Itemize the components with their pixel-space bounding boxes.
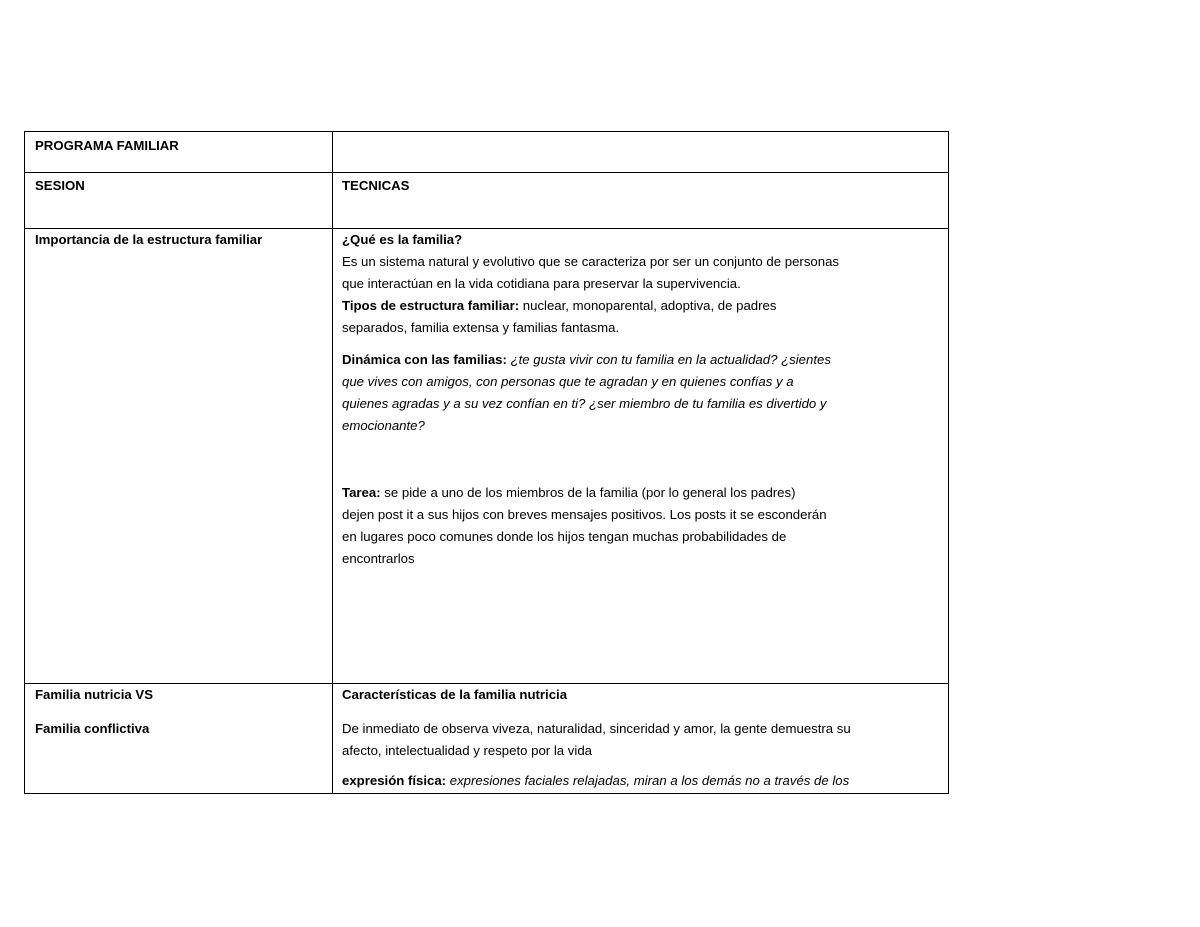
inline-label: expresión física: bbox=[342, 773, 447, 788]
paragraph-line: dejen post it a sus hijos con breves mensajes positivos. Los posts it se esconderán bbox=[342, 507, 827, 522]
techniques-cell bbox=[342, 229, 942, 570]
inline-text: expresiones faciales relajadas, miran a los demás no a través de los bbox=[446, 773, 850, 788]
session-cell: Importancia de la estructura familiar bbox=[35, 232, 263, 247]
paragraph-line: Familia nutricia VS bbox=[35, 687, 153, 702]
paragraph-line bbox=[342, 295, 942, 317]
paragraph-line: quienes agradas y a su vez confían en ti? ¿ser miembro de tu familia es divertido y bbox=[342, 396, 827, 411]
paragraph-line: separados, familia extensa y familias fantasma. bbox=[342, 320, 620, 335]
paragraph-line: Es un sistema natural y evolutivo que se caracteriza por ser un conjunto de personas bbox=[342, 254, 840, 269]
paragraph-line: que vives con amigos, con personas que te agradan y en quienes confías y a bbox=[342, 374, 794, 389]
table-row bbox=[25, 132, 948, 173]
column-divider bbox=[332, 229, 333, 683]
paragraph-line: en lugares poco comunes donde los hijos tengan muchas probabilidades de bbox=[342, 529, 787, 544]
paragraph-line: encontrarlos bbox=[342, 551, 415, 566]
table-row bbox=[25, 173, 948, 229]
inline-text: nuclear, monoparental, adoptiva, de padres bbox=[519, 298, 777, 313]
paragraph-line bbox=[342, 349, 942, 371]
column-divider bbox=[332, 173, 333, 228]
table-row bbox=[25, 684, 948, 794]
techniques-cell bbox=[342, 684, 942, 792]
program-title-cell: PROGRAMA FAMILIAR bbox=[35, 138, 179, 153]
paragraph-line bbox=[342, 482, 942, 504]
paragraph-line: De inmediato de observa viveza, naturalidad, sinceridad y amor, la gente demuestra su bbox=[342, 721, 851, 736]
column-divider bbox=[332, 684, 333, 794]
paragraph-line: afecto, intelectualidad y respeto por la vida bbox=[342, 743, 592, 758]
inline-label: Tarea: bbox=[342, 485, 381, 500]
paragraph-line: que interactúan en la vida cotidiana para preservar la supervivencia. bbox=[342, 276, 741, 291]
column-divider bbox=[332, 132, 333, 172]
paragraph-line: emocionante? bbox=[342, 418, 425, 433]
table-row bbox=[25, 229, 948, 684]
inline-text: se pide a uno de los miembros de la familia (por lo general los padres) bbox=[380, 485, 796, 500]
techniques-header-cell: TECNICAS bbox=[342, 178, 410, 193]
paragraph-line bbox=[342, 770, 942, 792]
session-cell bbox=[35, 684, 325, 740]
inline-text: ¿te gusta vivir con tu familia en la actualidad? ¿sientes bbox=[506, 352, 831, 367]
inline-label: Dinámica con las familias: bbox=[342, 352, 507, 367]
section-heading: ¿Qué es la familia? bbox=[342, 232, 463, 247]
paragraph-line: Familia conflictiva bbox=[35, 721, 150, 736]
program-table bbox=[24, 131, 949, 794]
section-heading: Características de la familia nutricia bbox=[342, 687, 568, 702]
inline-label: Tipos de estructura familiar: bbox=[342, 298, 520, 313]
session-header-cell: SESION bbox=[35, 178, 85, 193]
